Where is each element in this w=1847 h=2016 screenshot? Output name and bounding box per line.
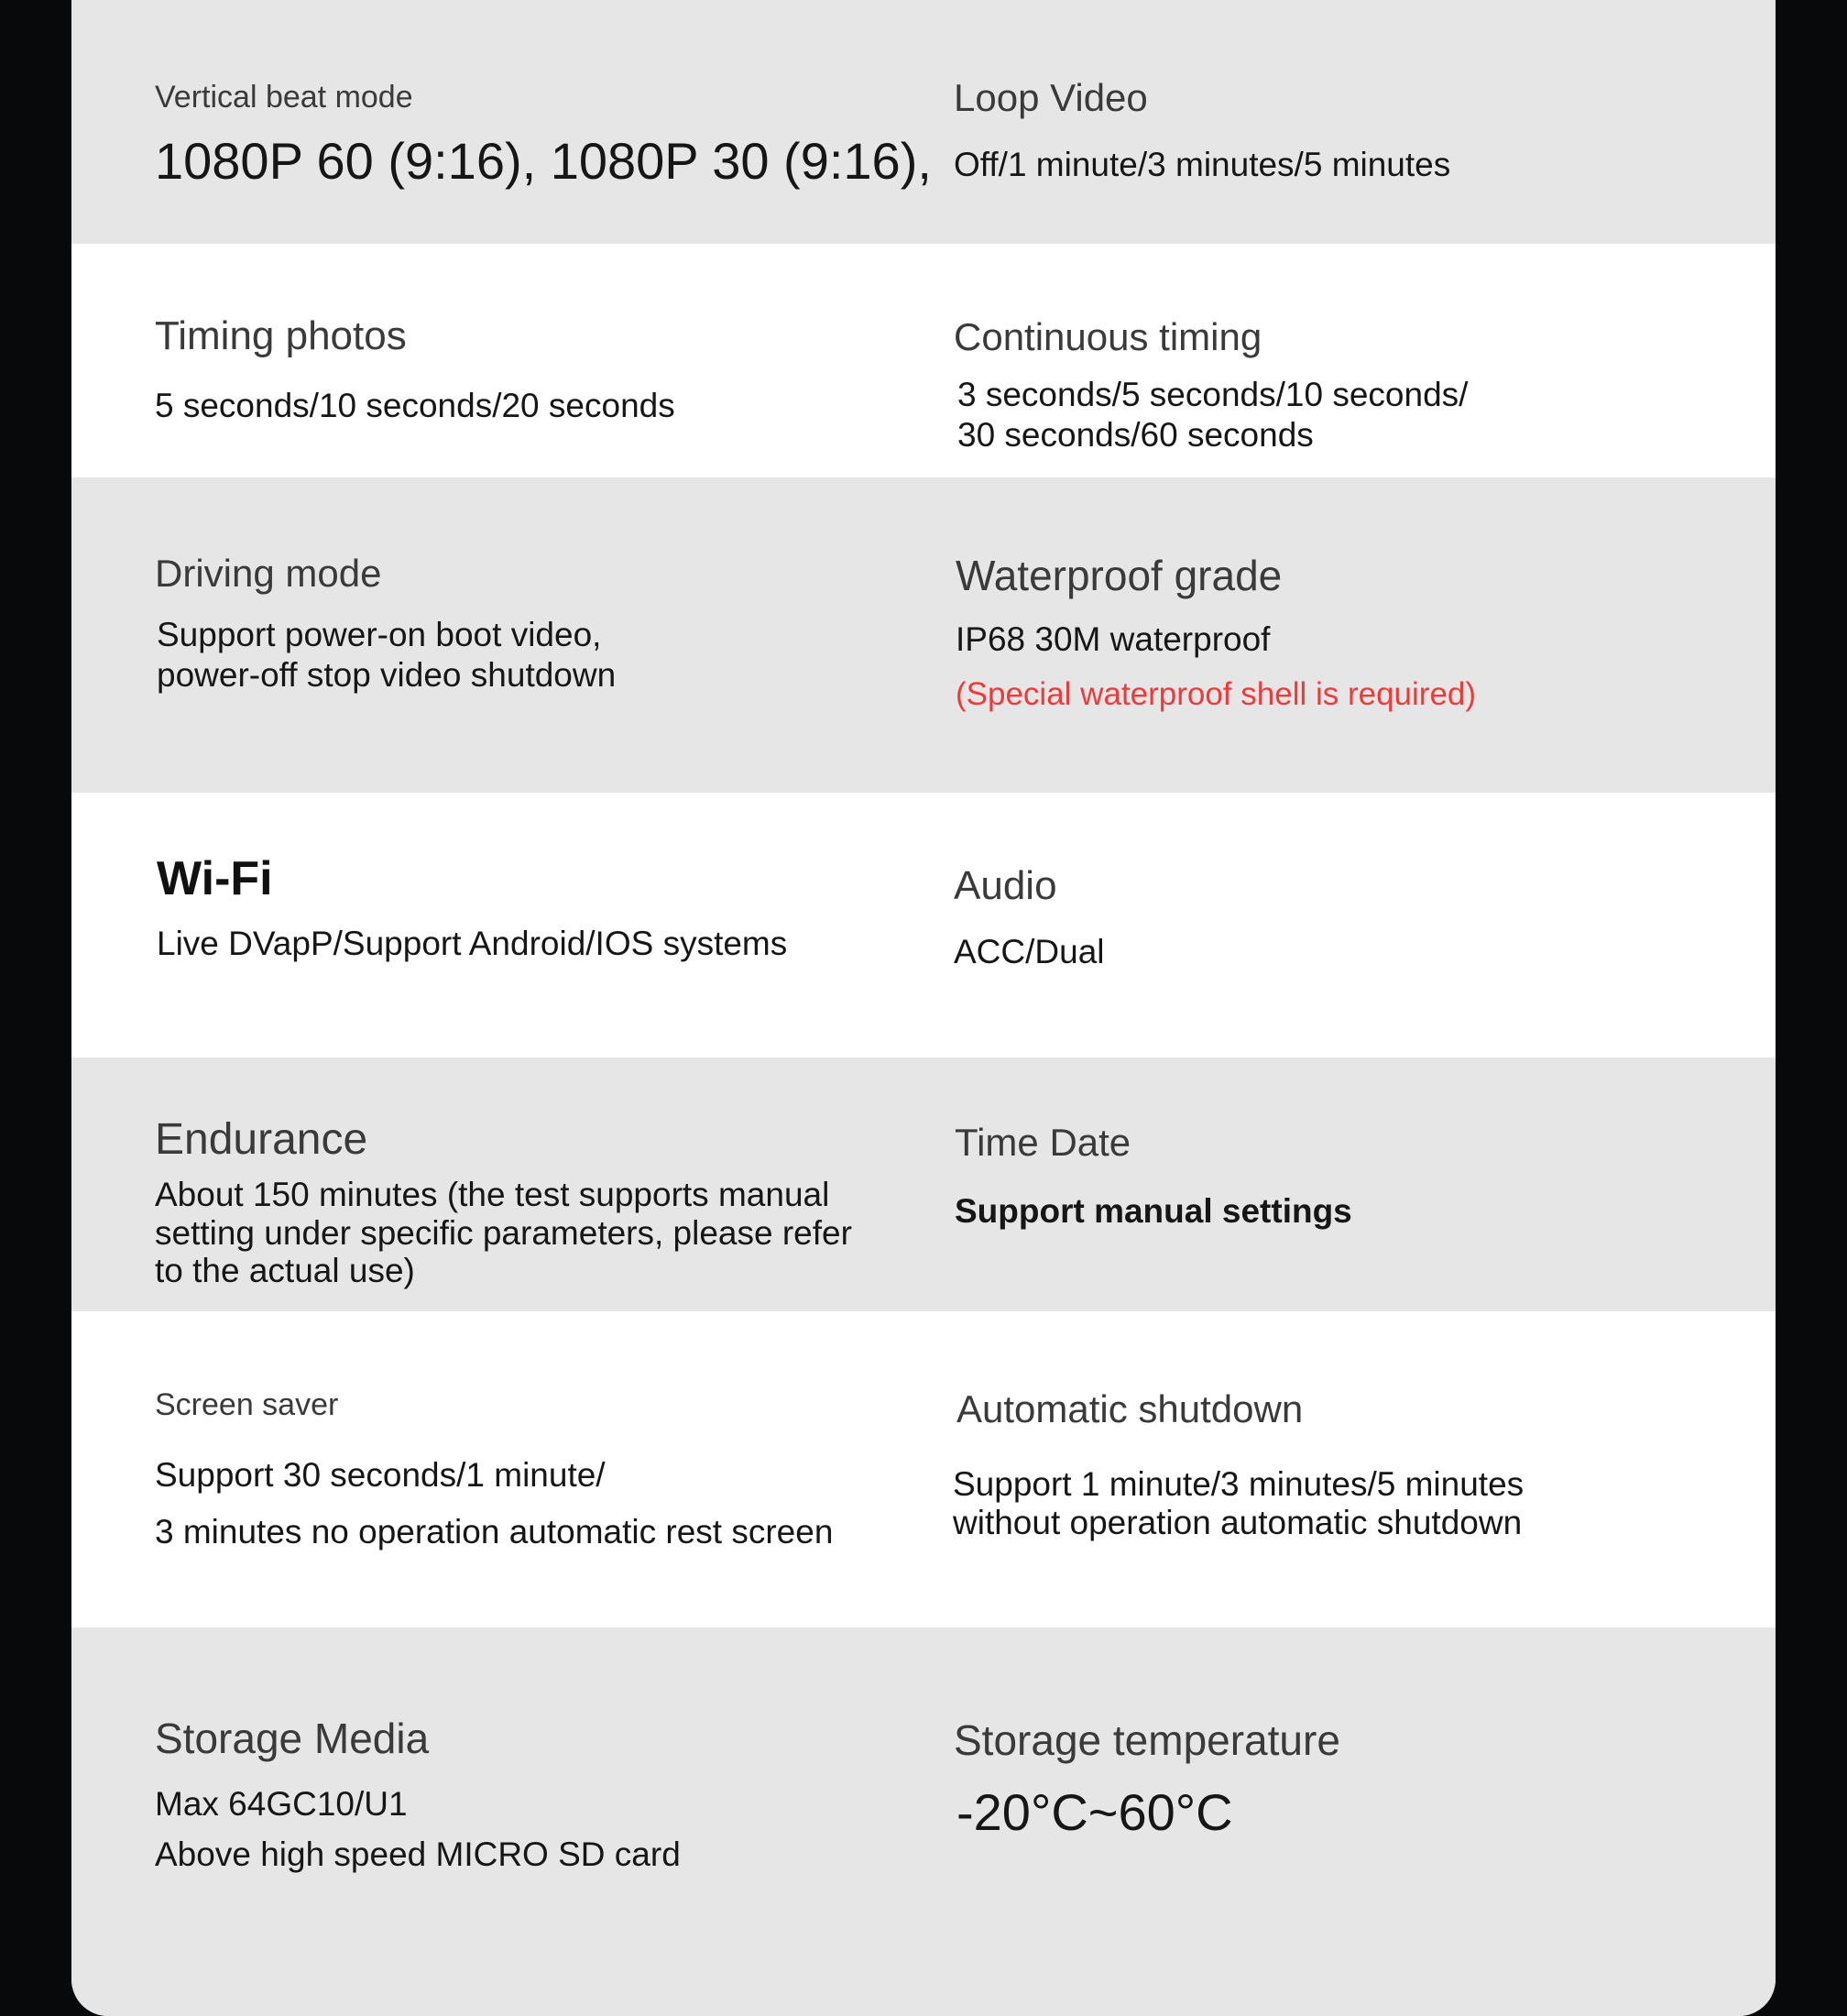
spec-label: Continuous timing	[954, 315, 1262, 358]
spec-value: 5 seconds/10 seconds/20 seconds	[155, 387, 675, 425]
spec-value: -20°C~60°C	[956, 1782, 1233, 1841]
spec-timing-photos	[155, 314, 906, 426]
spec-wifi	[157, 853, 908, 964]
spec-value-line2: 3 minutes no operation automatic rest screen	[155, 1513, 834, 1551]
spec-row-endurance-time	[71, 1057, 1776, 1311]
spec-label: Screen saver	[155, 1387, 339, 1422]
spec-row-storage	[71, 1627, 1776, 2016]
spec-card	[71, 0, 1776, 2016]
spec-label: Time Date	[955, 1121, 1131, 1164]
spec-driving-mode	[155, 553, 906, 696]
spec-label: Driving mode	[155, 552, 382, 595]
spec-value: IP68 30M waterproof	[956, 619, 1271, 658]
spec-time-date	[955, 1122, 1706, 1232]
spec-endurance	[155, 1116, 943, 1290]
spec-label: Automatic shutdown	[956, 1387, 1304, 1430]
spec-row-driving-waterproof	[71, 477, 1776, 793]
spec-label: Audio	[954, 863, 1057, 908]
spec-value-line1: Support 30 seconds/1 minute/	[155, 1456, 606, 1495]
spec-label: Waterproof grade	[956, 552, 1283, 599]
spec-value: Off/1 minute/3 minutes/5 minutes	[954, 146, 1451, 184]
spec-value: Live DVapP/Support Android/IOS systems	[157, 925, 788, 963]
spec-label: Timing photos	[155, 313, 407, 358]
spec-value: 3 seconds/5 seconds/10 seconds/ 30 seconds/60 seconds	[957, 376, 1469, 454]
spec-row-video-modes	[71, 0, 1776, 244]
spec-row-wifi-audio	[71, 793, 1776, 1057]
spec-waterproof-grade	[954, 553, 1705, 714]
spec-label: Loop Video	[954, 76, 1148, 119]
spec-continuous-timing	[954, 316, 1705, 455]
spec-storage-temperature	[954, 1717, 1705, 1840]
spec-value: Support 1 minute/3 minutes/5 minutes without operation automatic shutdown	[953, 1465, 1525, 1541]
spec-label: Endurance	[155, 1115, 368, 1164]
spec-loop-video	[954, 77, 1705, 185]
spec-value: About 150 minutes (the test supports manual setting under specific parameters, please refer to the actual use)	[155, 1175, 852, 1290]
spec-storage-media	[155, 1715, 906, 1875]
spec-label: Wi-Fi	[157, 852, 273, 905]
spec-screen-saver	[155, 1388, 979, 1552]
spec-row-timing	[71, 244, 1776, 477]
spec-value-line2: Above high speed MICRO SD card	[155, 1835, 681, 1874]
spec-label: Storage temperature	[954, 1716, 1340, 1764]
spec-value: 1080P 60 (9:16), 1080P 30 (9:16),	[155, 132, 932, 191]
waterproof-note: (Special waterproof shell is required)	[956, 676, 1477, 713]
spec-automatic-shutdown	[953, 1387, 1708, 1542]
spec-row-screen-shutdown	[71, 1311, 1776, 1627]
spec-value-line1: Max 64GC10/U1	[155, 1784, 408, 1823]
spec-label: Storage Media	[155, 1715, 430, 1762]
spec-value: Support power-on boot video, power-off stop video shutdown	[157, 616, 617, 694]
spec-vertical-beat-mode	[155, 80, 932, 191]
spec-audio	[954, 864, 1705, 972]
spec-label: Vertical beat mode	[155, 80, 413, 115]
spec-value: ACC/Dual	[954, 933, 1105, 971]
spec-value: Support manual settings	[955, 1192, 1352, 1231]
